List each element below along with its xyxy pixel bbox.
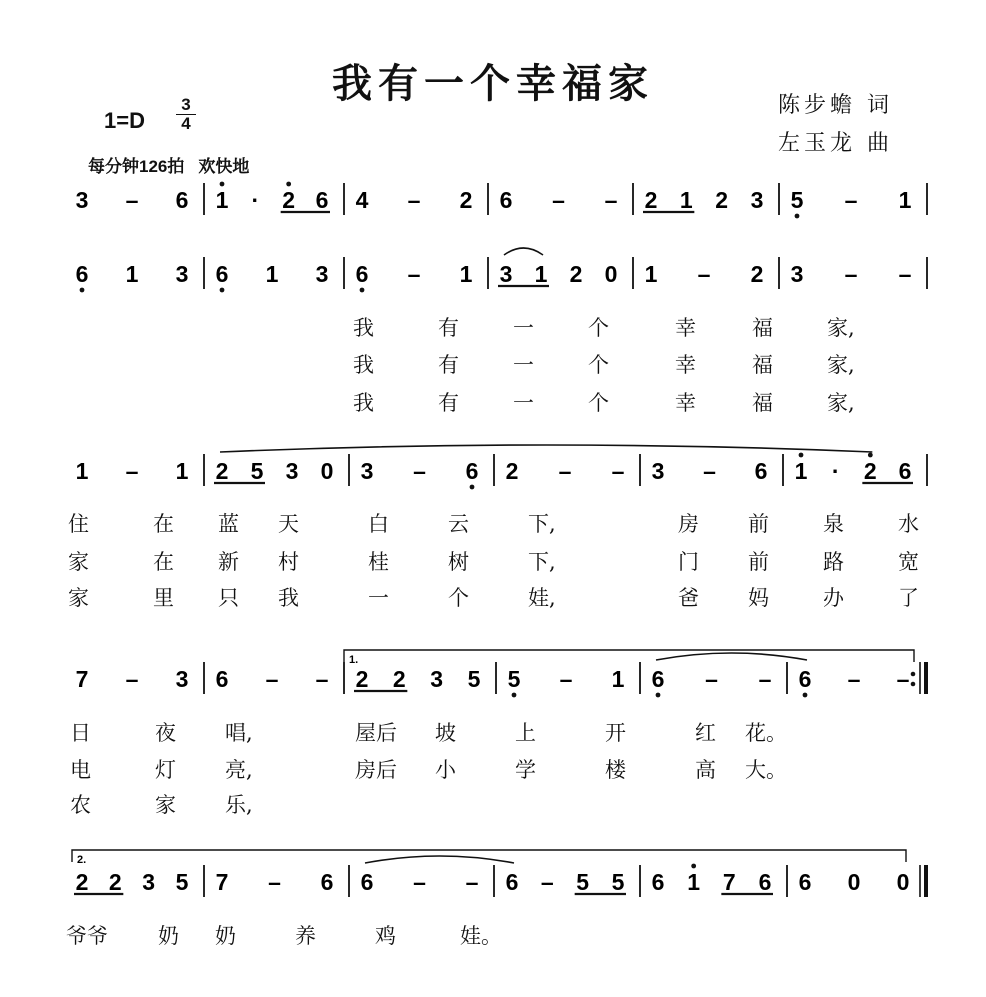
lyric-syllable: 在	[153, 550, 174, 574]
lyric-syllable: 爸	[678, 586, 699, 610]
note: ·	[251, 187, 260, 213]
lyric-syllable: 有	[438, 353, 459, 377]
lyric-line	[70, 719, 795, 747]
lyric-syllable: 天	[278, 512, 299, 536]
octave-high-dot	[220, 182, 225, 187]
note: 6	[175, 187, 189, 213]
lyric-syllable: 路	[823, 550, 844, 574]
note: 6	[758, 869, 772, 895]
octave-low-dot	[512, 693, 517, 698]
lyric-line	[66, 922, 500, 950]
lyric-syllable: 电	[70, 758, 91, 782]
note: –	[844, 187, 858, 213]
lyric-syllable: 有	[438, 391, 459, 415]
lyric-syllable: 门	[678, 550, 699, 574]
lyric-syllable: 前	[748, 550, 769, 574]
slur-tie	[220, 445, 872, 452]
note: 3	[285, 458, 299, 484]
note: 2	[715, 187, 729, 213]
note: –	[125, 187, 139, 213]
lyric-syllable: 家	[68, 586, 89, 610]
lyric-syllable: 高	[695, 758, 716, 782]
lyric-syllable: 妈	[748, 586, 769, 610]
volta-bracket	[72, 850, 906, 862]
lyric-syllable: 有	[438, 316, 459, 340]
note: 2	[459, 187, 473, 213]
note: –	[898, 261, 912, 287]
note: 5	[250, 458, 264, 484]
lyric-line	[353, 389, 907, 417]
note: –	[465, 869, 479, 895]
note: –	[125, 666, 139, 692]
note: ·	[831, 458, 840, 484]
lyric-syllable: 奶	[158, 924, 179, 948]
lyric-syllable: 楼	[605, 758, 626, 782]
song-title: 我有一个幸福家	[332, 60, 654, 107]
note: 6	[798, 666, 812, 692]
note: 3	[360, 458, 374, 484]
lyric-syllable: 里	[153, 586, 174, 610]
note: 3	[142, 869, 156, 895]
lyric-line	[68, 510, 938, 538]
note: 1	[175, 458, 189, 484]
note: –	[265, 666, 279, 692]
tempo-text: 每分钟126拍	[88, 157, 185, 176]
note: 1	[125, 261, 139, 287]
octave-low-dot	[80, 288, 85, 293]
note: 3	[651, 458, 665, 484]
lyric-line	[68, 584, 938, 612]
note: 1	[75, 458, 89, 484]
lyric-syllable: 一	[368, 586, 389, 610]
note: 6	[215, 666, 229, 692]
note: 2	[75, 869, 89, 895]
note: –	[407, 261, 421, 287]
note: 2	[215, 458, 229, 484]
lyric-syllable: 学	[515, 758, 536, 782]
lyric-syllable: 坡	[435, 721, 456, 745]
note: –	[540, 869, 554, 895]
note: 6	[355, 261, 369, 287]
octave-low-dot	[220, 288, 225, 293]
note: 5	[467, 666, 481, 692]
note: –	[125, 458, 139, 484]
note: 5	[790, 187, 804, 213]
lyric-syllable: 个	[588, 316, 609, 340]
note: –	[896, 666, 910, 692]
note: 5	[175, 869, 189, 895]
lyric-syllable: 新	[218, 550, 239, 574]
lyric-syllable: 幸	[675, 316, 696, 340]
note: 6	[465, 458, 479, 484]
lyric-syllable: 蓝	[218, 512, 239, 536]
note: 1	[898, 187, 912, 213]
lyric-syllable: 桂	[368, 550, 389, 574]
note: 3	[175, 666, 189, 692]
lyric-syllable: 日	[70, 721, 91, 745]
lyric-syllable: 小	[435, 758, 456, 782]
lyric-syllable: 云	[448, 512, 469, 536]
lyric-line	[68, 548, 938, 576]
note: 1	[679, 187, 693, 213]
lyric-syllable: 夜	[155, 721, 176, 745]
lyric-syllable: 个	[588, 353, 609, 377]
note: 3	[315, 261, 329, 287]
note: 5	[576, 869, 590, 895]
note: –	[407, 187, 421, 213]
note: 6	[320, 869, 334, 895]
note: 7	[215, 869, 229, 895]
expression-text: 欢快地	[198, 157, 250, 176]
lyric-syllable: 前	[748, 512, 769, 536]
lyric-syllable: 在	[153, 512, 174, 536]
note: 1	[265, 261, 279, 287]
note: 2	[644, 187, 658, 213]
note: 6	[754, 458, 768, 484]
note: 6	[499, 187, 513, 213]
lyric-syllable: 下,	[528, 550, 556, 574]
lyric-line	[70, 756, 795, 784]
lyric-syllable: 红	[695, 721, 716, 745]
lyric-syllable: 唱,	[225, 721, 253, 745]
note: 2	[750, 261, 764, 287]
slur-tie	[656, 653, 807, 660]
note: –	[413, 869, 426, 895]
lyric-syllable: 奶	[215, 924, 236, 948]
note: –	[847, 666, 861, 692]
slur-tie	[504, 248, 543, 255]
lyric-syllable: 一	[513, 353, 534, 377]
note: 1	[215, 187, 229, 213]
note: 0	[896, 869, 910, 895]
octave-low-dot	[795, 214, 800, 219]
lyric-line	[353, 314, 907, 342]
note: 7	[722, 869, 736, 895]
note: 0	[320, 458, 334, 484]
octave-high-dot	[868, 453, 873, 458]
note: 7	[75, 666, 89, 692]
lyric-syllable: 我	[353, 353, 374, 377]
lyric-syllable: 幸	[675, 353, 696, 377]
lyric-syllable: 办	[823, 586, 844, 610]
lyricist-credit: 陈步蟾 词	[778, 93, 893, 118]
lyric-syllable: 水	[898, 512, 919, 536]
note: 4	[355, 187, 369, 213]
lyric-syllable: 只	[218, 586, 239, 610]
lyric-syllable: 一	[513, 391, 534, 415]
note: –	[268, 869, 281, 895]
lyric-syllable: 鸡	[375, 924, 396, 948]
note: –	[844, 261, 858, 287]
lyric-syllable: 了	[898, 586, 919, 610]
note: 1	[687, 869, 701, 895]
lyric-line	[353, 351, 907, 379]
octave-low-dot	[470, 485, 475, 490]
lyric-syllable: 一	[513, 316, 534, 340]
note: 6	[505, 869, 519, 895]
time-signature-top: 3	[176, 96, 196, 115]
note: 1	[534, 261, 548, 287]
lyric-syllable: 乐,	[225, 793, 253, 817]
lyric-syllable: 爷爷	[66, 924, 108, 948]
note: 6	[651, 869, 665, 895]
note: 0	[604, 261, 618, 287]
lyric-syllable: 白	[368, 512, 389, 536]
note: –	[758, 666, 772, 692]
lyric-syllable: 上	[515, 721, 536, 745]
lyric-syllable: 树	[448, 550, 469, 574]
octave-high-dot	[799, 453, 804, 458]
note: 6	[315, 187, 329, 213]
slur-tie	[365, 856, 514, 863]
note: 2	[863, 458, 877, 484]
octave-low-dot	[656, 693, 661, 698]
octave-low-dot	[803, 693, 808, 698]
lyric-syllable: 泉	[823, 512, 844, 536]
note: 3	[75, 187, 89, 213]
lyric-syllable: 我	[353, 316, 374, 340]
lyric-syllable: 福	[752, 316, 773, 340]
note: 5	[507, 666, 521, 692]
note: 6	[898, 458, 912, 484]
lyric-syllable: 村	[278, 550, 299, 574]
repeat-dot	[911, 682, 916, 687]
lyric-syllable: 个	[448, 586, 469, 610]
lyric-syllable: 住	[68, 512, 89, 536]
composer-credit: 左玉龙 曲	[778, 131, 893, 156]
note: –	[611, 458, 625, 484]
lyric-line	[70, 791, 795, 819]
note: 3	[499, 261, 513, 287]
note: 6	[798, 869, 812, 895]
note: 3	[175, 261, 189, 287]
lyric-syllable: 亮,	[225, 758, 253, 782]
note: 2	[569, 261, 583, 287]
lyric-syllable: 幸	[675, 391, 696, 415]
lyric-syllable: 宽	[898, 550, 919, 574]
lyric-syllable: 家,	[827, 316, 855, 340]
note: 2	[355, 666, 369, 692]
note: –	[552, 187, 565, 213]
note: 6	[651, 666, 665, 692]
note: 1	[644, 261, 658, 287]
note: –	[559, 666, 573, 692]
note: –	[413, 458, 426, 484]
lyric-syllable: 农	[70, 793, 91, 817]
note: 3	[430, 666, 444, 692]
note: –	[315, 666, 329, 692]
volta-number: 2.	[77, 854, 87, 866]
lyric-syllable: 家,	[827, 391, 855, 415]
note: 2	[108, 869, 122, 895]
time-signature-bottom: 4	[181, 114, 191, 133]
note: –	[703, 458, 716, 484]
lyric-syllable: 房后	[355, 758, 397, 782]
lyric-syllable: 家	[68, 550, 89, 574]
note: 3	[750, 187, 764, 213]
lyric-syllable: 大。	[745, 758, 787, 782]
note: 2	[282, 187, 296, 213]
note: 0	[847, 869, 861, 895]
lyric-syllable: 我	[353, 391, 374, 415]
note: 3	[790, 261, 804, 287]
lyric-syllable: 我	[278, 586, 299, 610]
lyric-syllable: 家	[155, 793, 176, 817]
note: 5	[611, 869, 625, 895]
lyric-syllable: 房	[678, 512, 699, 536]
lyric-syllable: 下,	[528, 512, 556, 536]
note: –	[558, 458, 572, 484]
lyric-syllable: 花。	[745, 721, 787, 745]
lyric-syllable: 娃,	[528, 586, 556, 610]
note: 6	[215, 261, 229, 287]
lyric-syllable: 屋后	[355, 721, 397, 745]
lyric-syllable: 福	[752, 353, 773, 377]
note: 2	[392, 666, 406, 692]
volta-number: 1.	[349, 654, 359, 666]
lyric-syllable: 开	[605, 721, 626, 745]
lyric-syllable: 灯	[155, 758, 176, 782]
octave-low-dot	[360, 288, 365, 293]
note: 6	[75, 261, 89, 287]
lyric-syllable: 家,	[827, 353, 855, 377]
lyric-syllable: 娃。	[460, 924, 502, 948]
note: –	[705, 666, 718, 692]
key-signature: 1=D	[104, 108, 145, 133]
lyric-syllable: 福	[752, 391, 773, 415]
octave-high-dot	[691, 864, 696, 869]
lyric-syllable: 个	[588, 391, 609, 415]
repeat-dot	[911, 672, 916, 677]
octave-high-dot	[286, 182, 291, 187]
note: 6	[360, 869, 374, 895]
note: 1	[459, 261, 473, 287]
volta-bracket	[344, 650, 914, 662]
note: –	[604, 187, 618, 213]
note: 2	[505, 458, 519, 484]
note: –	[697, 261, 711, 287]
lyric-syllable: 养	[295, 924, 316, 948]
note: 1	[794, 458, 808, 484]
note: 1	[611, 666, 625, 692]
